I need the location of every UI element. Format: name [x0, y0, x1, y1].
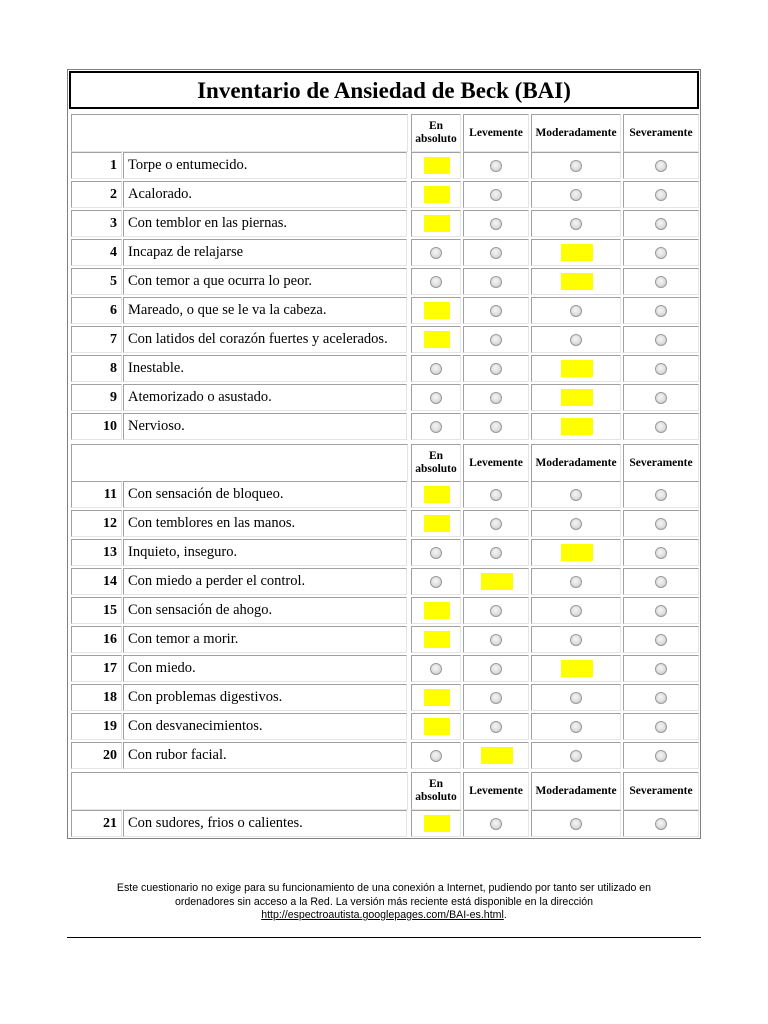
- radio-severamente[interactable]: [655, 605, 667, 617]
- option-cell: [463, 597, 529, 624]
- option-cell: [463, 384, 529, 411]
- radio-moderadamente[interactable]: [570, 518, 582, 530]
- option-cell: [531, 597, 621, 624]
- option-cell: [531, 210, 621, 237]
- bottom-rule: [67, 937, 701, 938]
- option-cell: [411, 655, 461, 682]
- answer-highlight: [561, 360, 593, 377]
- option-cell: [463, 152, 529, 179]
- item-label: Con temblores en las manos.: [123, 510, 407, 537]
- answer-highlight: [424, 602, 450, 619]
- item-label: Acalorado.: [123, 181, 407, 208]
- option-cell: [463, 181, 529, 208]
- answer-highlight: [424, 515, 450, 532]
- header-en-absoluto-label: [415, 120, 457, 146]
- option-cell: [531, 384, 621, 411]
- radio-levemente[interactable]: [490, 489, 502, 501]
- option-cell: [531, 413, 621, 440]
- radio-levemente[interactable]: [490, 305, 502, 317]
- header-moderadamente: Moderadamente: [531, 114, 621, 152]
- item-label: Torpe o entumecido.: [123, 152, 407, 179]
- header-moderadamente: Moderadamente: [531, 772, 621, 810]
- header-levemente: Levemente: [463, 114, 529, 152]
- option-cell: [623, 655, 699, 682]
- radio-levemente[interactable]: [490, 334, 502, 346]
- option-cell: [531, 297, 621, 324]
- option-cell: [411, 297, 461, 324]
- option-cell: [463, 481, 529, 508]
- option-cell: [531, 539, 621, 566]
- radio-levemente[interactable]: [490, 663, 502, 675]
- radio-severamente[interactable]: [655, 189, 667, 201]
- radio-moderadamente[interactable]: [570, 692, 582, 704]
- option-cell: [411, 742, 461, 769]
- radio-severamente[interactable]: [655, 218, 667, 230]
- option-cell: [463, 239, 529, 266]
- option-cell: [411, 355, 461, 382]
- option-cell: [531, 684, 621, 711]
- option-cell: [531, 568, 621, 595]
- header-en-absoluto: [411, 114, 461, 152]
- radio-moderadamente[interactable]: [570, 189, 582, 201]
- answer-highlight: [424, 486, 450, 503]
- radio-moderadamente[interactable]: [570, 489, 582, 501]
- item-number: 11: [71, 481, 122, 508]
- radio-severamente[interactable]: [655, 489, 667, 501]
- option-cell: [623, 481, 699, 508]
- item-label: Con sensación de bloqueo.: [123, 481, 407, 508]
- option-cell: [623, 810, 699, 837]
- header-label-line-1: En: [428, 120, 444, 132]
- header-en-absoluto-label: [415, 450, 457, 476]
- footer-line-2: ordenadores sin acceso a la Red. La versión más reciente está disponible en la dirección: [174, 895, 594, 908]
- header-blank-cell: [71, 114, 408, 152]
- radio-levemente[interactable]: [490, 392, 502, 404]
- radio-moderadamente[interactable]: [570, 634, 582, 646]
- answer-highlight: [424, 631, 450, 648]
- option-cell: [411, 810, 461, 837]
- option-cell: [623, 742, 699, 769]
- header-label-line-1: En: [428, 778, 444, 790]
- item-label: Con miedo a perder el control.: [123, 568, 407, 595]
- option-cell: [463, 326, 529, 353]
- item-number: 21: [71, 810, 122, 837]
- option-cell: [623, 210, 699, 237]
- option-cell: [531, 239, 621, 266]
- option-cell: [623, 268, 699, 295]
- option-cell: [463, 655, 529, 682]
- radio-levemente[interactable]: [490, 421, 502, 433]
- item-number: 10: [71, 413, 122, 440]
- radio-severamente[interactable]: [655, 305, 667, 317]
- option-cell: [623, 326, 699, 353]
- option-cell: [623, 152, 699, 179]
- option-cell: [463, 684, 529, 711]
- item-label: Inquieto, inseguro.: [123, 539, 407, 566]
- option-cell: [411, 326, 461, 353]
- radio-severamente[interactable]: [655, 421, 667, 433]
- option-cell: [463, 539, 529, 566]
- option-cell: [531, 481, 621, 508]
- radio-moderadamente[interactable]: [570, 750, 582, 762]
- option-cell: [531, 510, 621, 537]
- item-number: 12: [71, 510, 122, 537]
- option-cell: [463, 268, 529, 295]
- option-cell: [531, 152, 621, 179]
- answer-highlight: [481, 573, 513, 590]
- item-number: 18: [71, 684, 122, 711]
- header-levemente: Levemente: [463, 444, 529, 482]
- header-severamente: Severamente: [623, 444, 699, 482]
- option-cell: [411, 413, 461, 440]
- item-number: 9: [71, 384, 122, 411]
- option-cell: [463, 413, 529, 440]
- item-number: 6: [71, 297, 122, 324]
- radio-moderadamente[interactable]: [570, 305, 582, 317]
- radio-levemente[interactable]: [490, 276, 502, 288]
- footer-line-1: Este cuestionario no exige para su funcionamiento de una conexión a Internet, pudiendo por tanto ser utilizado en: [116, 882, 652, 894]
- header-blank-cell: [71, 444, 408, 482]
- option-cell: [411, 684, 461, 711]
- item-number: 5: [71, 268, 122, 295]
- radio-severamente[interactable]: [655, 247, 667, 259]
- radio-en-absoluto[interactable]: [430, 276, 442, 288]
- option-cell: [463, 568, 529, 595]
- header-label-line-2: absoluto: [415, 133, 457, 145]
- item-number: 20: [71, 742, 122, 769]
- option-cell: [531, 655, 621, 682]
- radio-en-absoluto[interactable]: [430, 392, 442, 404]
- radio-severamente[interactable]: [655, 721, 667, 733]
- option-cell: [623, 597, 699, 624]
- option-cell: [623, 510, 699, 537]
- option-cell: [623, 713, 699, 740]
- radio-levemente[interactable]: [490, 547, 502, 559]
- item-number: 3: [71, 210, 122, 237]
- radio-levemente[interactable]: [490, 189, 502, 201]
- radio-moderadamente[interactable]: [570, 576, 582, 588]
- radio-severamente[interactable]: [655, 576, 667, 588]
- header-en-absoluto: [411, 772, 461, 810]
- radio-levemente[interactable]: [490, 518, 502, 530]
- option-cell: [623, 384, 699, 411]
- item-number: 13: [71, 539, 122, 566]
- option-cell: [463, 355, 529, 382]
- item-label: Inestable.: [123, 355, 407, 382]
- radio-severamente[interactable]: [655, 518, 667, 530]
- radio-levemente[interactable]: [490, 605, 502, 617]
- option-cell: [623, 297, 699, 324]
- option-cell: [463, 297, 529, 324]
- header-blank-cell: [71, 772, 408, 810]
- option-cell: [463, 626, 529, 653]
- header-en-absoluto: [411, 444, 461, 482]
- item-label: Con miedo.: [123, 655, 407, 682]
- page-title: Inventario de Ansiedad de Beck (BAI): [69, 71, 699, 109]
- option-cell: [411, 210, 461, 237]
- option-cell: [411, 713, 461, 740]
- option-cell: [531, 326, 621, 353]
- radio-moderadamente[interactable]: [570, 605, 582, 617]
- answer-highlight: [561, 244, 593, 261]
- radio-en-absoluto[interactable]: [430, 750, 442, 762]
- answer-highlight: [481, 747, 513, 764]
- radio-levemente[interactable]: [490, 721, 502, 733]
- radio-severamente[interactable]: [655, 276, 667, 288]
- item-label: Nervioso.: [123, 413, 407, 440]
- header-severamente: Severamente: [623, 114, 699, 152]
- option-cell: [531, 268, 621, 295]
- footer-line-3: [80, 909, 688, 923]
- radio-en-absoluto[interactable]: [430, 547, 442, 559]
- radio-en-absoluto[interactable]: [430, 663, 442, 675]
- item-number: 7: [71, 326, 122, 353]
- answer-highlight: [424, 186, 450, 203]
- answer-highlight: [561, 418, 593, 435]
- option-cell: [623, 568, 699, 595]
- radio-severamente[interactable]: [655, 663, 667, 675]
- option-cell: [411, 239, 461, 266]
- option-cell: [531, 810, 621, 837]
- answer-highlight: [424, 157, 450, 174]
- radio-severamente[interactable]: [655, 692, 667, 704]
- footer-link[interactable]: http://espectroautista.googlepages.com/BAI-es.html: [261, 909, 504, 921]
- item-number: 2: [71, 181, 122, 208]
- option-cell: [411, 181, 461, 208]
- radio-severamente[interactable]: [655, 334, 667, 346]
- item-number: 17: [71, 655, 122, 682]
- radio-levemente[interactable]: [490, 247, 502, 259]
- option-cell: [531, 181, 621, 208]
- answer-highlight: [561, 389, 593, 406]
- radio-levemente[interactable]: [490, 634, 502, 646]
- radio-en-absoluto[interactable]: [430, 363, 442, 375]
- radio-levemente[interactable]: [490, 818, 502, 830]
- option-cell: [411, 597, 461, 624]
- radio-moderadamente[interactable]: [570, 818, 582, 830]
- answer-highlight: [424, 302, 450, 319]
- answer-highlight: [424, 815, 450, 832]
- option-cell: [531, 742, 621, 769]
- radio-severamente[interactable]: [655, 750, 667, 762]
- option-cell: [411, 152, 461, 179]
- item-label: Con temblor en las piernas.: [123, 210, 407, 237]
- option-cell: [623, 355, 699, 382]
- header-moderadamente: Moderadamente: [531, 444, 621, 482]
- answer-highlight: [561, 273, 593, 290]
- radio-moderadamente[interactable]: [570, 334, 582, 346]
- option-cell: [531, 355, 621, 382]
- option-cell: [411, 568, 461, 595]
- option-cell: [623, 684, 699, 711]
- option-cell: [623, 181, 699, 208]
- answer-highlight: [424, 689, 450, 706]
- radio-severamente[interactable]: [655, 634, 667, 646]
- item-number: 1: [71, 152, 122, 179]
- option-cell: [463, 210, 529, 237]
- answer-highlight: [561, 544, 593, 561]
- item-number: 8: [71, 355, 122, 382]
- radio-moderadamente[interactable]: [570, 721, 582, 733]
- item-label: Con rubor facial.: [123, 742, 407, 769]
- radio-severamente[interactable]: [655, 392, 667, 404]
- item-label: Con temor a morir.: [123, 626, 407, 653]
- header-en-absoluto-label: [415, 778, 457, 804]
- item-number: 19: [71, 713, 122, 740]
- option-cell: [463, 742, 529, 769]
- answer-highlight: [424, 718, 450, 735]
- header-levemente: Levemente: [463, 772, 529, 810]
- item-label: Mareado, o que se le va la cabeza.: [123, 297, 407, 324]
- radio-levemente[interactable]: [490, 363, 502, 375]
- radio-moderadamente[interactable]: [570, 160, 582, 172]
- option-cell: [411, 268, 461, 295]
- option-cell: [623, 413, 699, 440]
- radio-moderadamente[interactable]: [570, 218, 582, 230]
- header-label-line-1: En: [428, 450, 444, 462]
- item-label: Atemorizado o asustado.: [123, 384, 407, 411]
- option-cell: [463, 713, 529, 740]
- header-label-line-2: absoluto: [415, 791, 457, 803]
- radio-levemente[interactable]: [490, 218, 502, 230]
- option-cell: [411, 626, 461, 653]
- item-label: Incapaz de relajarse: [123, 239, 407, 266]
- radio-en-absoluto[interactable]: [430, 421, 442, 433]
- item-number: 14: [71, 568, 122, 595]
- item-label: Con sudores, frios o calientes.: [123, 810, 407, 837]
- item-label: Con latidos del corazón fuertes y acelerados.: [123, 326, 407, 353]
- item-label: Con desvanecimientos.: [123, 713, 407, 740]
- option-cell: [623, 539, 699, 566]
- option-cell: [411, 384, 461, 411]
- answer-highlight: [424, 331, 450, 348]
- option-cell: [411, 510, 461, 537]
- answer-highlight: [561, 660, 593, 677]
- option-cell: [463, 810, 529, 837]
- radio-severamente[interactable]: [655, 160, 667, 172]
- option-cell: [411, 539, 461, 566]
- header-label-line-2: absoluto: [415, 463, 457, 475]
- radio-severamente[interactable]: [655, 547, 667, 559]
- item-number: 16: [71, 626, 122, 653]
- radio-en-absoluto[interactable]: [430, 576, 442, 588]
- item-label: Con temor a que ocurra lo peor.: [123, 268, 407, 295]
- option-cell: [623, 239, 699, 266]
- radio-en-absoluto[interactable]: [430, 247, 442, 259]
- item-label: Con sensación de ahogo.: [123, 597, 407, 624]
- item-number: 15: [71, 597, 122, 624]
- radio-levemente[interactable]: [490, 692, 502, 704]
- option-cell: [411, 481, 461, 508]
- option-cell: [463, 510, 529, 537]
- option-cell: [623, 626, 699, 653]
- answer-highlight: [424, 215, 450, 232]
- option-cell: [531, 713, 621, 740]
- radio-levemente[interactable]: [490, 160, 502, 172]
- item-label: Con problemas digestivos.: [123, 684, 407, 711]
- radio-severamente[interactable]: [655, 818, 667, 830]
- option-cell: [531, 626, 621, 653]
- header-severamente: Severamente: [623, 772, 699, 810]
- item-number: 4: [71, 239, 122, 266]
- footer-link-suffix: .: [503, 909, 507, 921]
- radio-severamente[interactable]: [655, 363, 667, 375]
- footer-note: [80, 882, 688, 923]
